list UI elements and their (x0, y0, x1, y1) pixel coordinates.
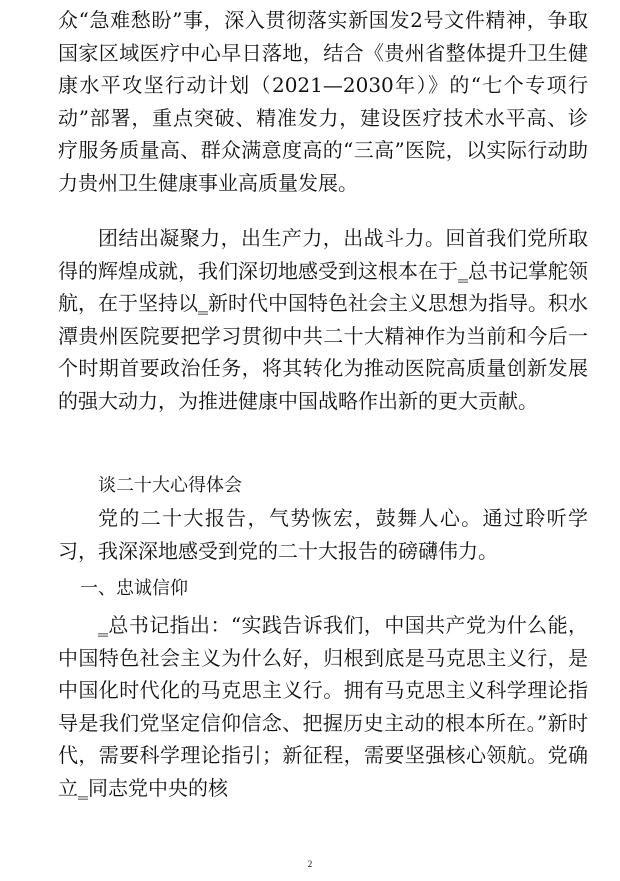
body-paragraph-1: 众“急难愁盼”事，深入贯彻落实新国发2号文件精神，争取国家区域医疗中心早日落地，结合《贵州省整体提升卫生健康水平攻坚行动计划（2021—2030年）》的“七个专项行动”部署，重点突破、精准发力，建设医疗技术水平高、诊疗服务质量高、群众满意度高的“三高”医院，以实际行动助力贵州卫生健康事业高质量发展。 (58, 8, 588, 195)
body-paragraph-2: 团结出凝聚力，出生产力，出战斗力。回首我们党所取得的辉煌成就，我们深切地感受到这根本在于‗总书记掌舵领航，在于坚持以‗新时代中国特色社会主义思想为指导。积水潭贵州医院要把学习贯彻中共二十大精神作为当前和今后一个时期首要政治任务，将其转化为推动医院高质量创新发展的强大动力，为推进健康中国战略作出新的更大贡献。 (58, 226, 588, 413)
article-title: 谈二十大心得体会 (98, 475, 242, 496)
page-number: 2 (307, 859, 313, 869)
body-paragraph-4: ‗总书记指出：“实践告诉我们，中国共产党为什么能，中国特色社会主义为什么好，归根到底是马克思主义行，是中国化时代化的马克思主义行。拥有马克思主义科学理论指导是我们党坚定信仰信念、把握历史主动的根本所在。”新时代，需要科学理论指引；新征程，需要坚强核心领航。党确立‗同志党中央的核 (58, 613, 588, 800)
section-heading-loyal-faith: 一、忠诚信仰 (80, 578, 188, 599)
body-paragraph-3: 党的二十大报告，气势恢宏，鼓舞人心。通过聆听学习，我深深地感受到党的二十大报告的磅礴伟力。 (58, 506, 588, 563)
